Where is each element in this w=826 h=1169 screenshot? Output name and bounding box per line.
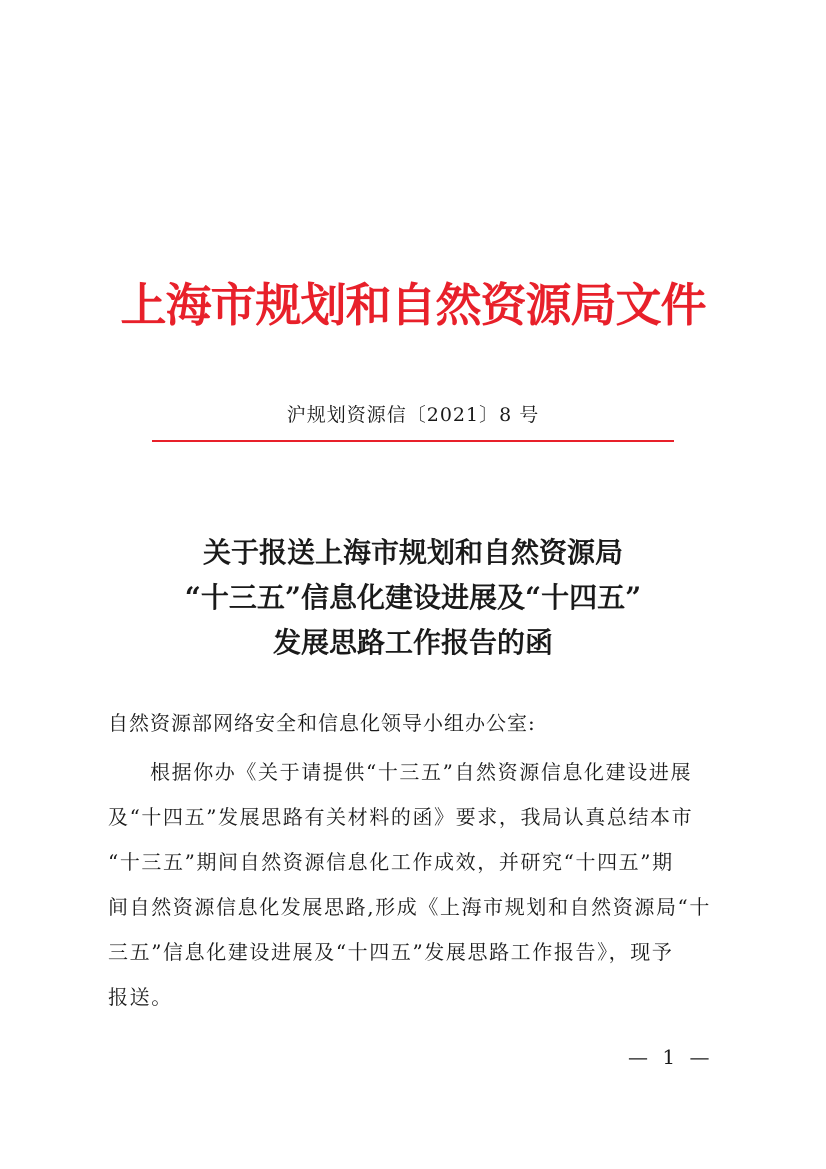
body-line: “十三五”期间自然资源信息化工作成效，并研究“十四五”期 (108, 850, 674, 874)
body-line: 报送。 (108, 985, 173, 1009)
page-number: — 1 — (628, 1045, 714, 1069)
body-line: 间自然资源信息化发展思路,形成《上海市规划和自然资源局“十 (108, 895, 711, 919)
document-masthead: 上海市规划和自然资源局文件 (120, 278, 706, 332)
body-paragraph (108, 750, 718, 1020)
body-line: 三五”信息化建设进展及“十四五”发展思路工作报告》，现予 (108, 940, 674, 964)
title-line: 关于报送上海市规划和自然资源局 (202, 536, 623, 569)
document-number: 沪规划资源信〔2021〕8 号 (286, 404, 540, 426)
body-line: 及“十四五”发展思路有关材料的函》要求，我局认真总结本市 (108, 805, 694, 829)
recipient-line: 自然资源部网络安全和信息化领导小组办公室: (108, 711, 536, 735)
body-line: 根据你办《关于请提供“十三五”自然资源信息化建设进展 (150, 760, 693, 784)
document-title (0, 530, 826, 665)
red-separator-line (152, 440, 674, 442)
title-line: “十三五”信息化建设进展及“十四五” (184, 581, 642, 614)
title-line: 发展思路工作报告的函 (272, 626, 553, 659)
